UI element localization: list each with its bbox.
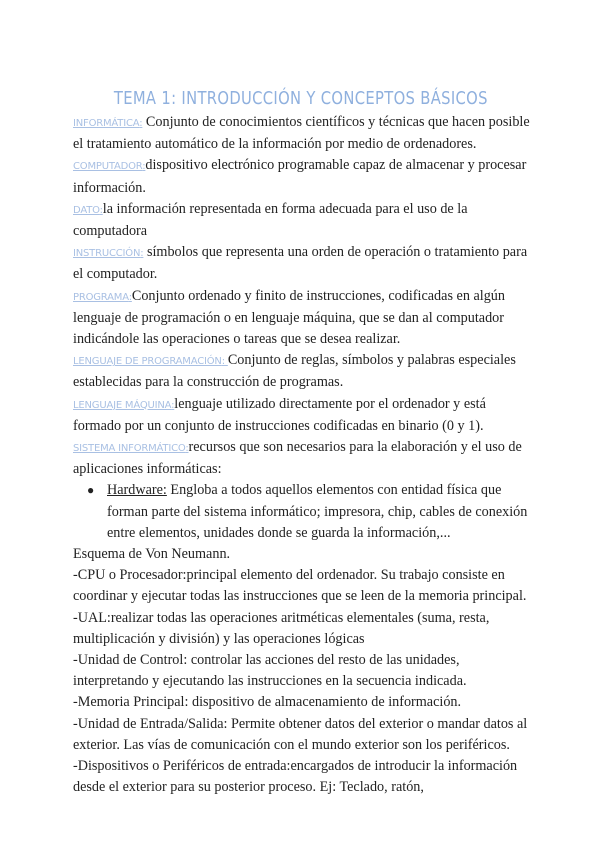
bullet-label: Hardware: bbox=[107, 482, 167, 499]
definition-sistema-informatico bbox=[73, 437, 535, 480]
definition-text: dispositivo electrónico programable capaz de almacenar y procesar información. bbox=[73, 157, 527, 196]
definition-computador bbox=[73, 155, 535, 198]
definition-text: Conjunto de reglas, símbolos y palabras especiales establecidas para la construcción de programas. bbox=[73, 352, 516, 391]
paragraph-line: -Unidad de Control: controlar las acciones del resto de las unidades, interpretando y ejecutando las instrucciones en la secuencia indicada. bbox=[73, 652, 467, 690]
paragraph-line: -Memoria Principal: dispositivo de almacenamiento de información. bbox=[73, 694, 462, 711]
definition-dato bbox=[73, 199, 535, 242]
definition-text: Conjunto de conocimientos científicos y técnicas que hacen posible el tratamiento automático de la información por medio de ordenadores. bbox=[73, 114, 530, 153]
definition-text: Conjunto ordenado y finito de instrucciones, codificadas en algún lenguaje de programación o en lenguaje máquina, que se dan al computador indicándole las operaciones o tareas que se desea realizar. bbox=[73, 287, 505, 348]
term-separator: : bbox=[128, 291, 132, 303]
paragraph-line: -Unidad de Entrada/Salida: Permite obtener datos del exterior o mandar datos al exterior. Las vías de comunicación con el mundo exterior son los periféricos. bbox=[73, 715, 528, 753]
bullet-icon: ● bbox=[87, 483, 95, 498]
term-label: COMPUTADOR bbox=[73, 161, 143, 173]
term-label: DATO bbox=[73, 204, 100, 216]
term-label: INFORMÁTICA bbox=[73, 118, 140, 129]
term-label: SISTEMA INFORMÁTICO bbox=[73, 443, 186, 455]
term-label: LENGUAJE DE PROGRAMACIÓN bbox=[73, 356, 222, 368]
page-title: TEMA 1: INTRODUCCIÓN Y CONCEPTOS BÁSICOS bbox=[113, 88, 488, 110]
bullet-list bbox=[73, 480, 535, 544]
definition-lenguaje-maquina bbox=[73, 394, 535, 437]
term-separator: : bbox=[99, 204, 103, 216]
definition-programa bbox=[73, 286, 535, 351]
definition-text: lenguaje utilizado directamente por el ordenador y está formado por un conjunto de instrucciones codificadas en binario (0 y 1). bbox=[73, 395, 486, 434]
paragraph-line: Esquema de Von Neumann. bbox=[73, 546, 231, 563]
term-separator: : bbox=[139, 118, 143, 129]
term-label: LENGUAJE MÁQUINA bbox=[73, 399, 172, 411]
term-separator: : bbox=[140, 248, 144, 260]
term-separator: : bbox=[142, 161, 146, 173]
term-separator: : bbox=[221, 356, 228, 368]
paragraph-line: -CPU o Procesador:principal elemento del ordenador. Su trabajo consiste en coordinar y ejecutar todas las instrucciones que se leen de la memoria principal. bbox=[73, 567, 527, 605]
paragraph-line: -Dispositivos o Periféricos de entrada:encargados de introducir la información desde el exterior para su posterior proceso. Ej: Teclado, ratón, bbox=[73, 758, 518, 796]
document-body bbox=[73, 112, 535, 799]
definition-text: símbolos que representa una orden de operación o tratamiento para el computador. bbox=[73, 244, 528, 283]
term-label: INSTRUCCIÓN bbox=[73, 248, 141, 260]
definition-lenguaje-programacion bbox=[73, 350, 535, 393]
definition-text: la información representada en forma adecuada para el uso de la computadora bbox=[73, 200, 468, 240]
definition-text: recursos que son necesarios para la elaboración y el uso de aplicaciones informáticas: bbox=[73, 439, 522, 478]
definition-informatica bbox=[73, 112, 535, 155]
term-label: PROGRAMA bbox=[73, 291, 129, 303]
definition-instruccion bbox=[73, 242, 535, 285]
term-separator: : bbox=[185, 443, 189, 455]
term-separator: : bbox=[171, 399, 175, 411]
paragraph-line: -UAL:realizar todas las operaciones aritméticas elementales (suma, resta, multiplicación y división) y las operaciones lógicas bbox=[73, 609, 490, 647]
bullet-text: Engloba a todos aquellos elementos con entidad física que forman parte del sistema informático; impresora, chip, cables de conexión entre elementos, unidades donde se guarda la información,... bbox=[107, 482, 528, 541]
list-item bbox=[87, 480, 535, 544]
